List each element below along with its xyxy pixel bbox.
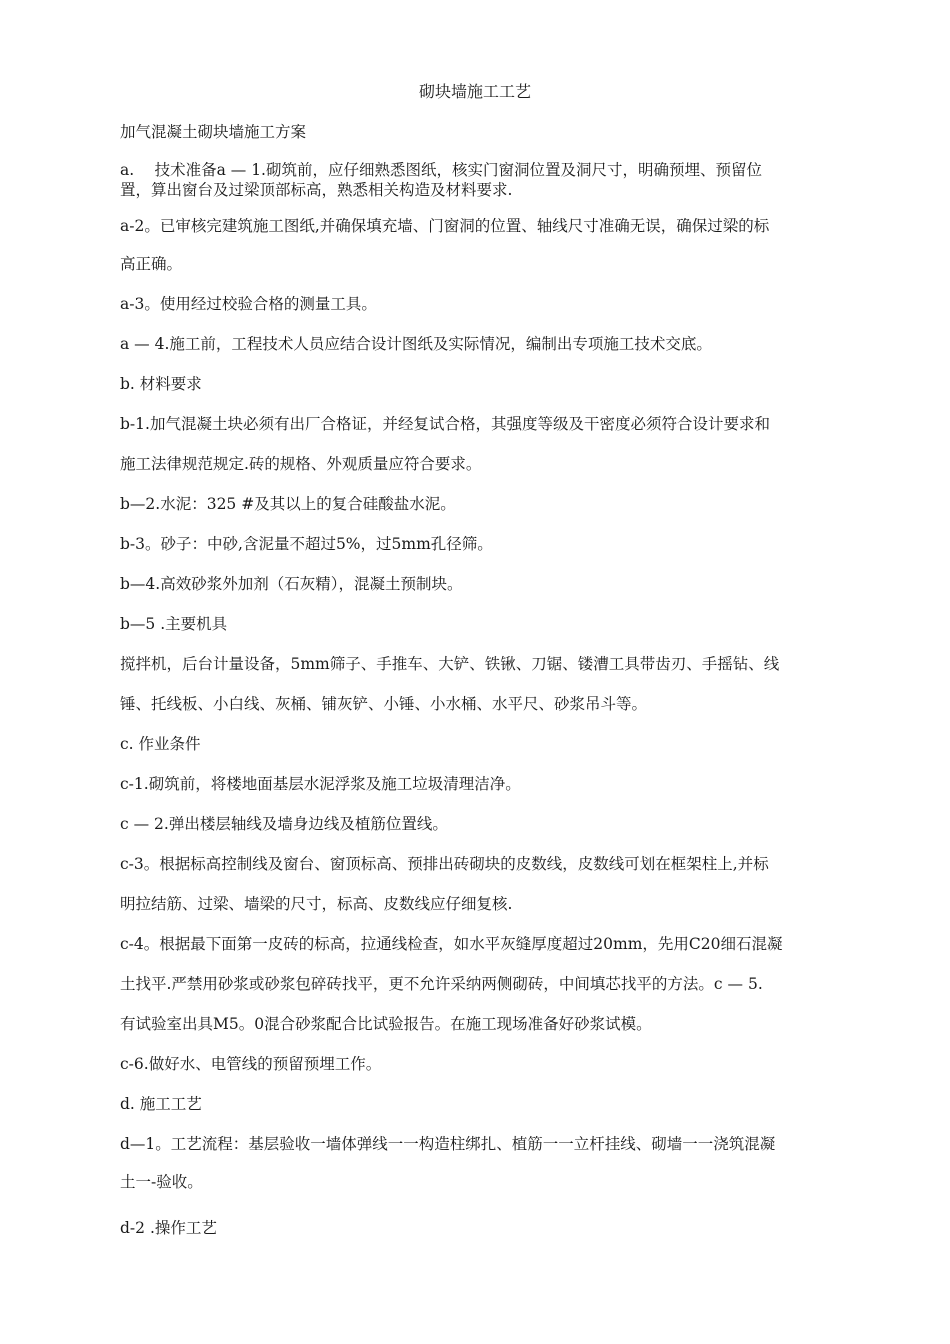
text-line: 有试验室出具M5。0混合砂浆配合比试验报告。在施工现场准备好砂浆试模。 (120, 1015, 652, 1033)
document-title: 砌块墙施工工艺 (418, 82, 531, 101)
text-line: c-1.砌筑前，将楼地面基层水泥浮浆及施工垃圾清理洁净。 (120, 775, 521, 793)
text-line: 置，算出窗台及过梁顶部标高，熟悉相关构造及材料要求. (120, 181, 513, 199)
heading-plan: 加气混凝土砌块墙施工方案 (120, 123, 307, 141)
text-line: d—1。工艺流程：基层验收一墙体弹线一一构造柱绑扎、植筋一一立杆挂线、砌墙一一浇筑混凝 (120, 1135, 776, 1153)
section-heading-process: d. 施工工艺 (120, 1095, 202, 1113)
text-line: 施工法律规范规定.砖的规格、外观质量应符合要求。 (120, 455, 482, 473)
text-line: c-4。根据最下面第一皮砖的标高，拉通线检查，如水平灰缝厚度超过20mm，先用C20细石混凝 (120, 935, 783, 953)
text-line: 土一-验收。 (120, 1173, 203, 1191)
section-heading-conditions: c. 作业条件 (120, 735, 201, 753)
text-line: c — 2.弹出楼层轴线及墙身边线及植筋位置线。 (120, 815, 448, 833)
text-line: b—2.水泥：325 #及其以上的复合硅酸盐水泥。 (120, 495, 456, 513)
text-line: 高正确。 (120, 255, 183, 273)
section-heading-materials: b. 材料要求 (120, 375, 202, 393)
text-line: d-2 .操作工艺 (120, 1219, 217, 1237)
text-line: a-3。使用经过校验合格的测量工具。 (120, 295, 377, 313)
text-line: a-2。已审核完建筑施工图纸,并确保填充墙、门窗洞的位置、轴线尺寸准确无误，确保过梁的标 (120, 217, 770, 235)
text-line: 锤、托线板、小白线、灰桶、铺灰铲、小锤、小水桶、水平尺、砂浆吊斗等。 (120, 695, 648, 713)
text-line: b-3。砂子：中砂,含泥量不超过5%，过5mm孔径筛。 (120, 535, 493, 553)
text-line: a — 4.施工前，工程技术人员应结合设计图纸及实际情况，编制出专项施工技术交底。 (120, 335, 712, 353)
text-line: b—5 .主要机具 (120, 615, 228, 633)
text-line: b-1.加气混凝土块必须有出厂合格证，并经复试合格，其强度等级及干密度必须符合设计要求和 (120, 415, 770, 433)
text-line: 土找平.严禁用砂浆或砂浆包碎砖找平，更不允许采纳两侧砌砖，中间填芯找平的方法。c — 5. (120, 975, 763, 993)
text-line: c-3。根据标高控制线及窗台、窗顶标高、预排出砖砌块的皮数线，皮数线可划在框架柱上,并标 (120, 855, 769, 873)
text-line: 明拉结筋、过梁、墙梁的尺寸，标高、皮数线应仔细复核. (120, 895, 513, 913)
text-line: 搅拌机，后台计量设备，5mm筛子、手推车、大铲、铁锹、刀锯、镂漕工具带齿刃、手摇钻、线 (120, 655, 780, 673)
text-line: a. 技术准备a — 1.砌筑前，应仔细熟悉图纸，核实门窗洞位置及洞尺寸，明确预埋、预留位 (120, 161, 762, 179)
text-line: c-6.做好水、电管线的预留预埋工作。 (120, 1055, 382, 1073)
text-line: b—4.高效砂浆外加剂（石灰精），混凝土预制块。 (120, 575, 463, 593)
